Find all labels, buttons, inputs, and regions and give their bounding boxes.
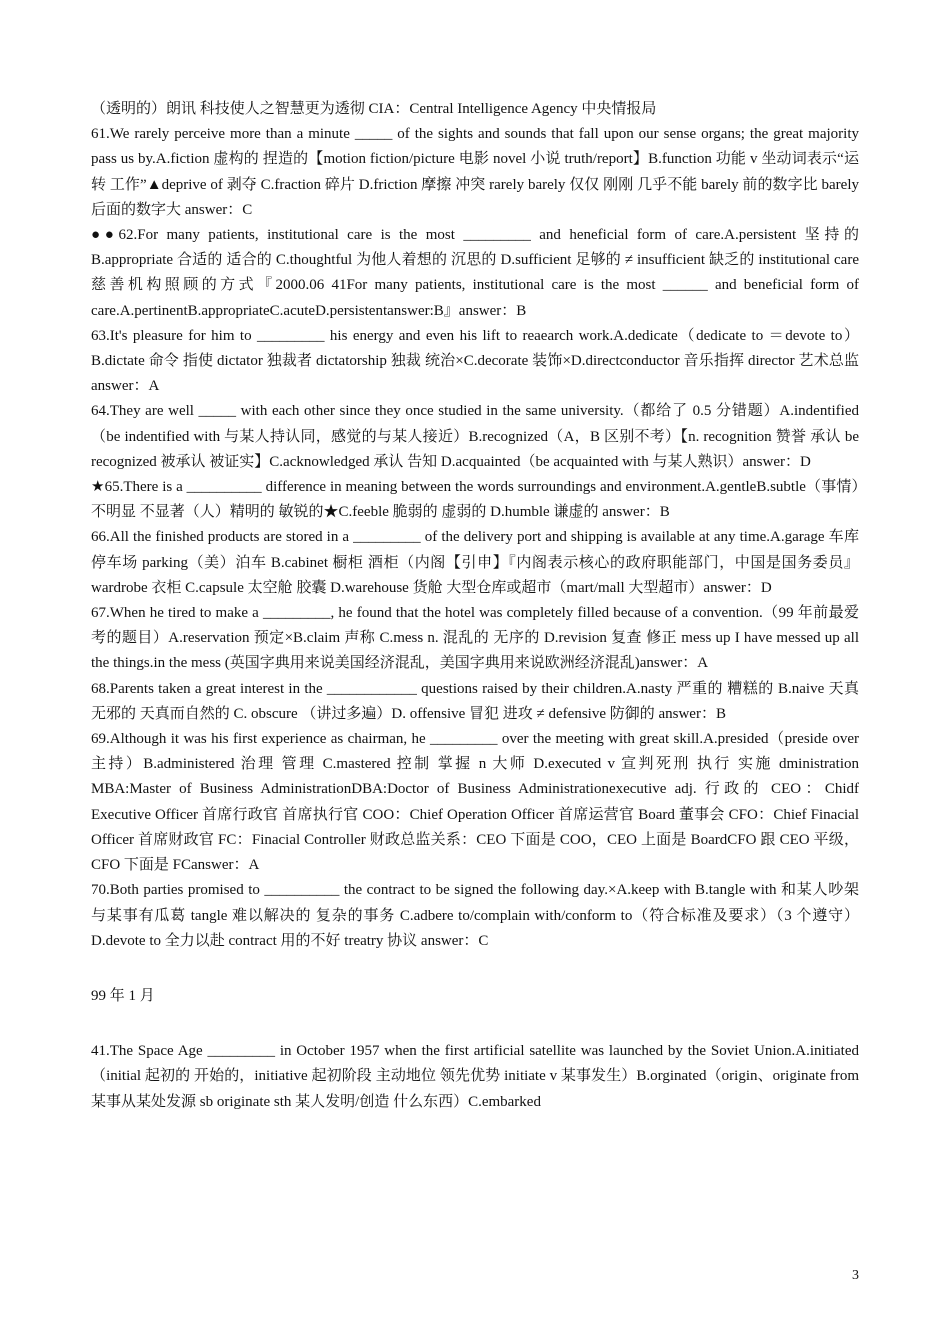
document-body (91, 97, 859, 1115)
question-65: ★65.There is a __________ difference in meaning between the words surroundings and environment.A.gentleB.subtle（事情）不明显 不显著（人）精明的 敏锐的★C.feeble 脆弱的 虚弱的 D.humble 谦虚的 answer：B (91, 479, 859, 521)
paragraph-intro: （透明的）朗讯 科技使人之智慧更为透彻 CIA：Central Intelligence Agency 中央情报局 (91, 101, 657, 117)
spacer (91, 1009, 859, 1039)
question-67: 67.When he tired to make a _________, he found that the hotel was completely filled because of a convention.（99 年前最爱考的题目）A.reservation 预定×B.claim 声称 C.mess n. 混乱的 无序的 D.revision 复查 修正 mess up I have messed up all the things.in the mess (英国字典用来说美国经济混乱，美国字典用来说欧洲经济混乱)answer：A (91, 605, 859, 672)
question-64: 64.They are well _____ with each other since they once studied in the same university.（都给了 0.5 分错题）A.indentified（be indentified with 与某人持认同，感觉的与某人接近）B.recognized（A，B 区别不考）【n. recognition 赞誉 承认 be recognized 被承认 被证实】C.acknowledged 承认 告知 D.acquainted（be acquainted with 与某人熟识）answer：D (91, 403, 859, 470)
question-66: 66.All the finished products are stored in a _________ of the delivery port and shipping is available at any time.A.garage 车库 停车场 parking（美）泊车 B.cabinet 橱柜 酒柜（内阁【引申】『内阁表示核心的政府职能部门，中国是国务委员』wardrobe 衣柜 C.capsule 太空舱 胶囊 D.warehouse 货舱 大型仓库或超市（mart/mall 大型超市）answer：D (91, 529, 859, 596)
question-62: ●●62.For many patients, institutional care is the most _________ and heneficial form of care.A.persistent 坚持的 B.appropriate 合适的 适合的 C.thoughtful 为他人着想的 沉思的 D.sufficient 足够的 ≠ insufficient 缺乏的 institutional care 慈善机构照顾的方式『2000.06 41For many patients, institutional care is the most ______ and beneficial form of care.A.pertinentB.appropriateC.acuteD.persistentanswer:B』answer：B (91, 227, 859, 319)
question-70: 70.Both parties promised to __________ the contract to be signed the following day.×A.keep with B.tangle with 和某人吵架 与某事有瓜葛 tangle 难以解决的 复杂的事务 C.adbere to/complain with/conform to（符合标准及要求）（3 个遵守）D.devote to 全力以赴 contract 用的不好 treatry 协议 answer：C (91, 882, 859, 949)
question-41: 41.The Space Age _________ in October 1957 when the first artificial satellite was launched by the Soviet Union.A.initiated（initial 起初的 开始的，initiative 起初阶段 主动地位 领先优势 initiate v 某事发生）B.orginated（origin、originate from 某事从某处发源 sb originate sth 某人发明/创造 什么东西）C.embarked (91, 1043, 859, 1110)
page-number: 3 (852, 1268, 859, 1283)
section-heading: 99 年 1 月 (91, 987, 155, 1004)
question-63: 63.It's pleasure for him to _________ his energy and even his lift to reaearch work.A.dedicate（dedicate to ＝devote to）B.dictate 命令 指使 dictator 独裁者 dictatorship 独裁 统治×C.decorate 装饰×D.directconductor 音乐指挥 director 艺术总监 answer：A (91, 327, 859, 395)
question-69: 69.Although it was his first experience as chairman, he _________ over the meeting with great skill.A.presided（preside over 主持）B.administered 治理 管理 C.mastered 控制 掌握 n 大师 D.executed v 宣判死刑 执行 实施 dministration MBA:Master of Business AdministrationDBA:Doctor of Business Administrationexecutive adj. 行政的 CEO：Chidf Executive Officer 首席行政官 首席执行官 COO：Chief Operation Officer 首席运营官 Board 董事会 CFO：Chief Finacial Officer 首席财政官 FC：Finacial Controller 财政总监关系：CEO 下面是 COO，CEO 上面是 BoardCFO 跟 CEO 平级，CFO 下面是 FCanswer：A (91, 731, 859, 874)
question-68: 68.Parents taken a great interest in the ____________ questions raised by their children.A.nasty 严重的 糟糕的 B.naive 天真无邪的 天真而自然的 C. obscure （讲过多遍）D. offensive 冒犯 进攻 ≠ defensive 防御的 answer：B (91, 680, 859, 722)
question-61: 61.We rarely perceive more than a minute _____ of the sights and sounds that fall upon our sense organs; the great majority pass us by.A.fiction 虚构的 捏造的【motion fiction/picture 电影 novel 小说 truth/report】B.function 功能 v 坐动词表示“运转 工作”▲deprive of 剥夺 C.fraction 碎片 D.friction 摩擦 冲突 rarely barely 仅仅 刚刚 几乎不能 barely 前的数字比 barely 后面的数字大 answer：C (91, 126, 859, 218)
spacer (91, 954, 859, 984)
